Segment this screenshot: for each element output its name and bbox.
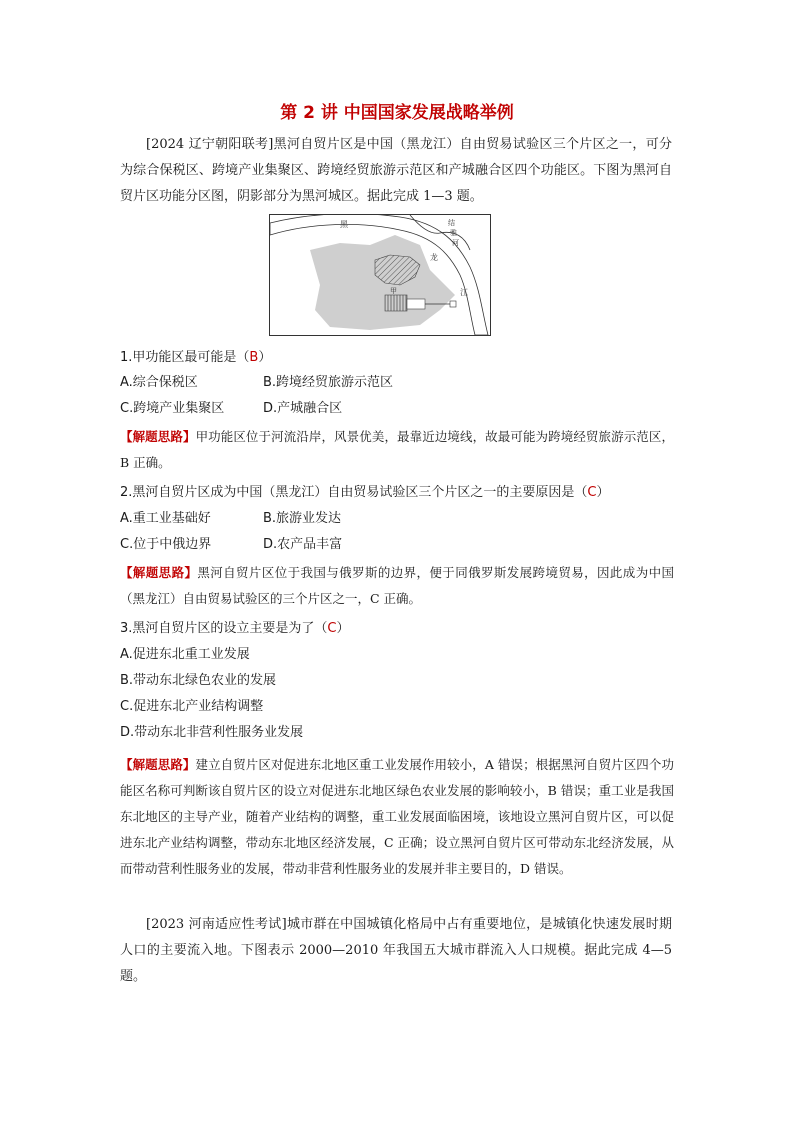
q3-option-d: D.带动东北非营利性服务业发展 [120,725,304,740]
map-figure [270,215,490,335]
border-port [450,301,456,307]
q1-option-d: D.产城融合区 [263,401,343,416]
q3-option-a: A.促进东北重工业发展 [120,647,250,662]
q3-option-c: C.促进东北产业结构调整 [120,699,264,714]
urban-area-shade [310,235,455,330]
map-label-jie: 结 [448,219,455,227]
intro-paragraph-1: [2024 辽宁朝阳联考]黑河自贸片区是中国（黑龙江）自由贸易试验区三个片区之一，可分为综合保税区、跨境产业集聚区、跨境经贸旅游示范区和产城融合区四个功能区。下图为黑河自贸片区功能分区图，阴影部分为黑河城区。据此完成 1—3 题。 [120,137,672,204]
map-label-jiang: 江 [460,288,468,297]
q3-option-b: B.带动东北绿色农业的发展 [120,673,277,688]
heihe-zone-map [269,214,491,336]
question-3-options [120,642,680,746]
zone-striped [385,295,407,311]
question-2-options [120,506,680,558]
question-3-answer: C [327,621,337,636]
zone-jia [407,299,425,309]
q1-option-b: B.跨境经贸旅游示范区 [263,375,394,390]
question-2-stem: 2.黑河自贸片区成为中国（黑龙江）自由贸易试验区三个片区之一的主要原因是（C） [120,485,610,500]
question-1-options [120,370,680,422]
page-title: 第 2 讲 中国国家发展战略举例 [280,103,514,123]
map-label-he: 河 [452,239,459,247]
map-label-jia: 甲 [390,287,397,295]
q2-option-d: D.农产品丰富 [263,537,343,552]
q2-option-c: C.位于中俄边界 [120,537,212,552]
question-3-explanation: 【解题思路】建立自贸片区对促进东北地区重工业发展作用较小，A 错误；根据黑河自贸片区四个功能区名称可判断该自贸片区的设立对促进东北地区绿色农业发展的影响较小，B 错误；重工业是我国东北地区的主导产业，随着产业结构的调整，重工业发展面临困境，该地设立黑河自贸片区，可以促进东北产业结构调整，带动东北地区经济发展，C 正确；设立黑河自贸片区可带动东北经济发展，从而带动营利性服务业的发展，带动非营利性服务业的发展并非主要目的，D 错误。 [120,757,674,876]
map-label-ya: 雅 [450,229,457,237]
map-label-hei: 黑 [340,220,348,229]
q2-option-a: A.重工业基础好 [120,511,211,526]
question-2-answer: C [587,485,597,500]
map-label-long: 龙 [430,253,438,262]
q1-option-c: C.跨境产业集聚区 [120,401,225,416]
question-1-answer: B [249,350,259,365]
question-2-explanation: 【解题思路】黑河自贸片区位于我国与俄罗斯的边界，便于同俄罗斯发展跨境贸易，因此成为中国（黑龙江）自由贸易试验区的三个片区之一，C 正确。 [120,565,674,606]
question-1-explanation: 【解题思路】甲功能区位于河流沿岸，风景优美，最靠近边境线，故最可能为跨境经贸旅游示范区，B 正确。 [120,429,674,470]
question-1-stem: 1.甲功能区最可能是（B） [120,350,272,365]
q1-option-a: A.综合保税区 [120,375,198,390]
intro-paragraph-2: [2023 河南适应性考试]城市群在中国城镇化格局中占有重要地位，是城镇化快速发展时期人口的主要流入地。下图表示 2000—2010 年我国五大城市群流入人口规模。据此完成 4—5 题。 [120,917,672,984]
q2-option-b: B.旅游业发达 [263,511,342,526]
question-3-stem: 3.黑河自贸片区的设立主要是为了（C） [120,621,350,636]
